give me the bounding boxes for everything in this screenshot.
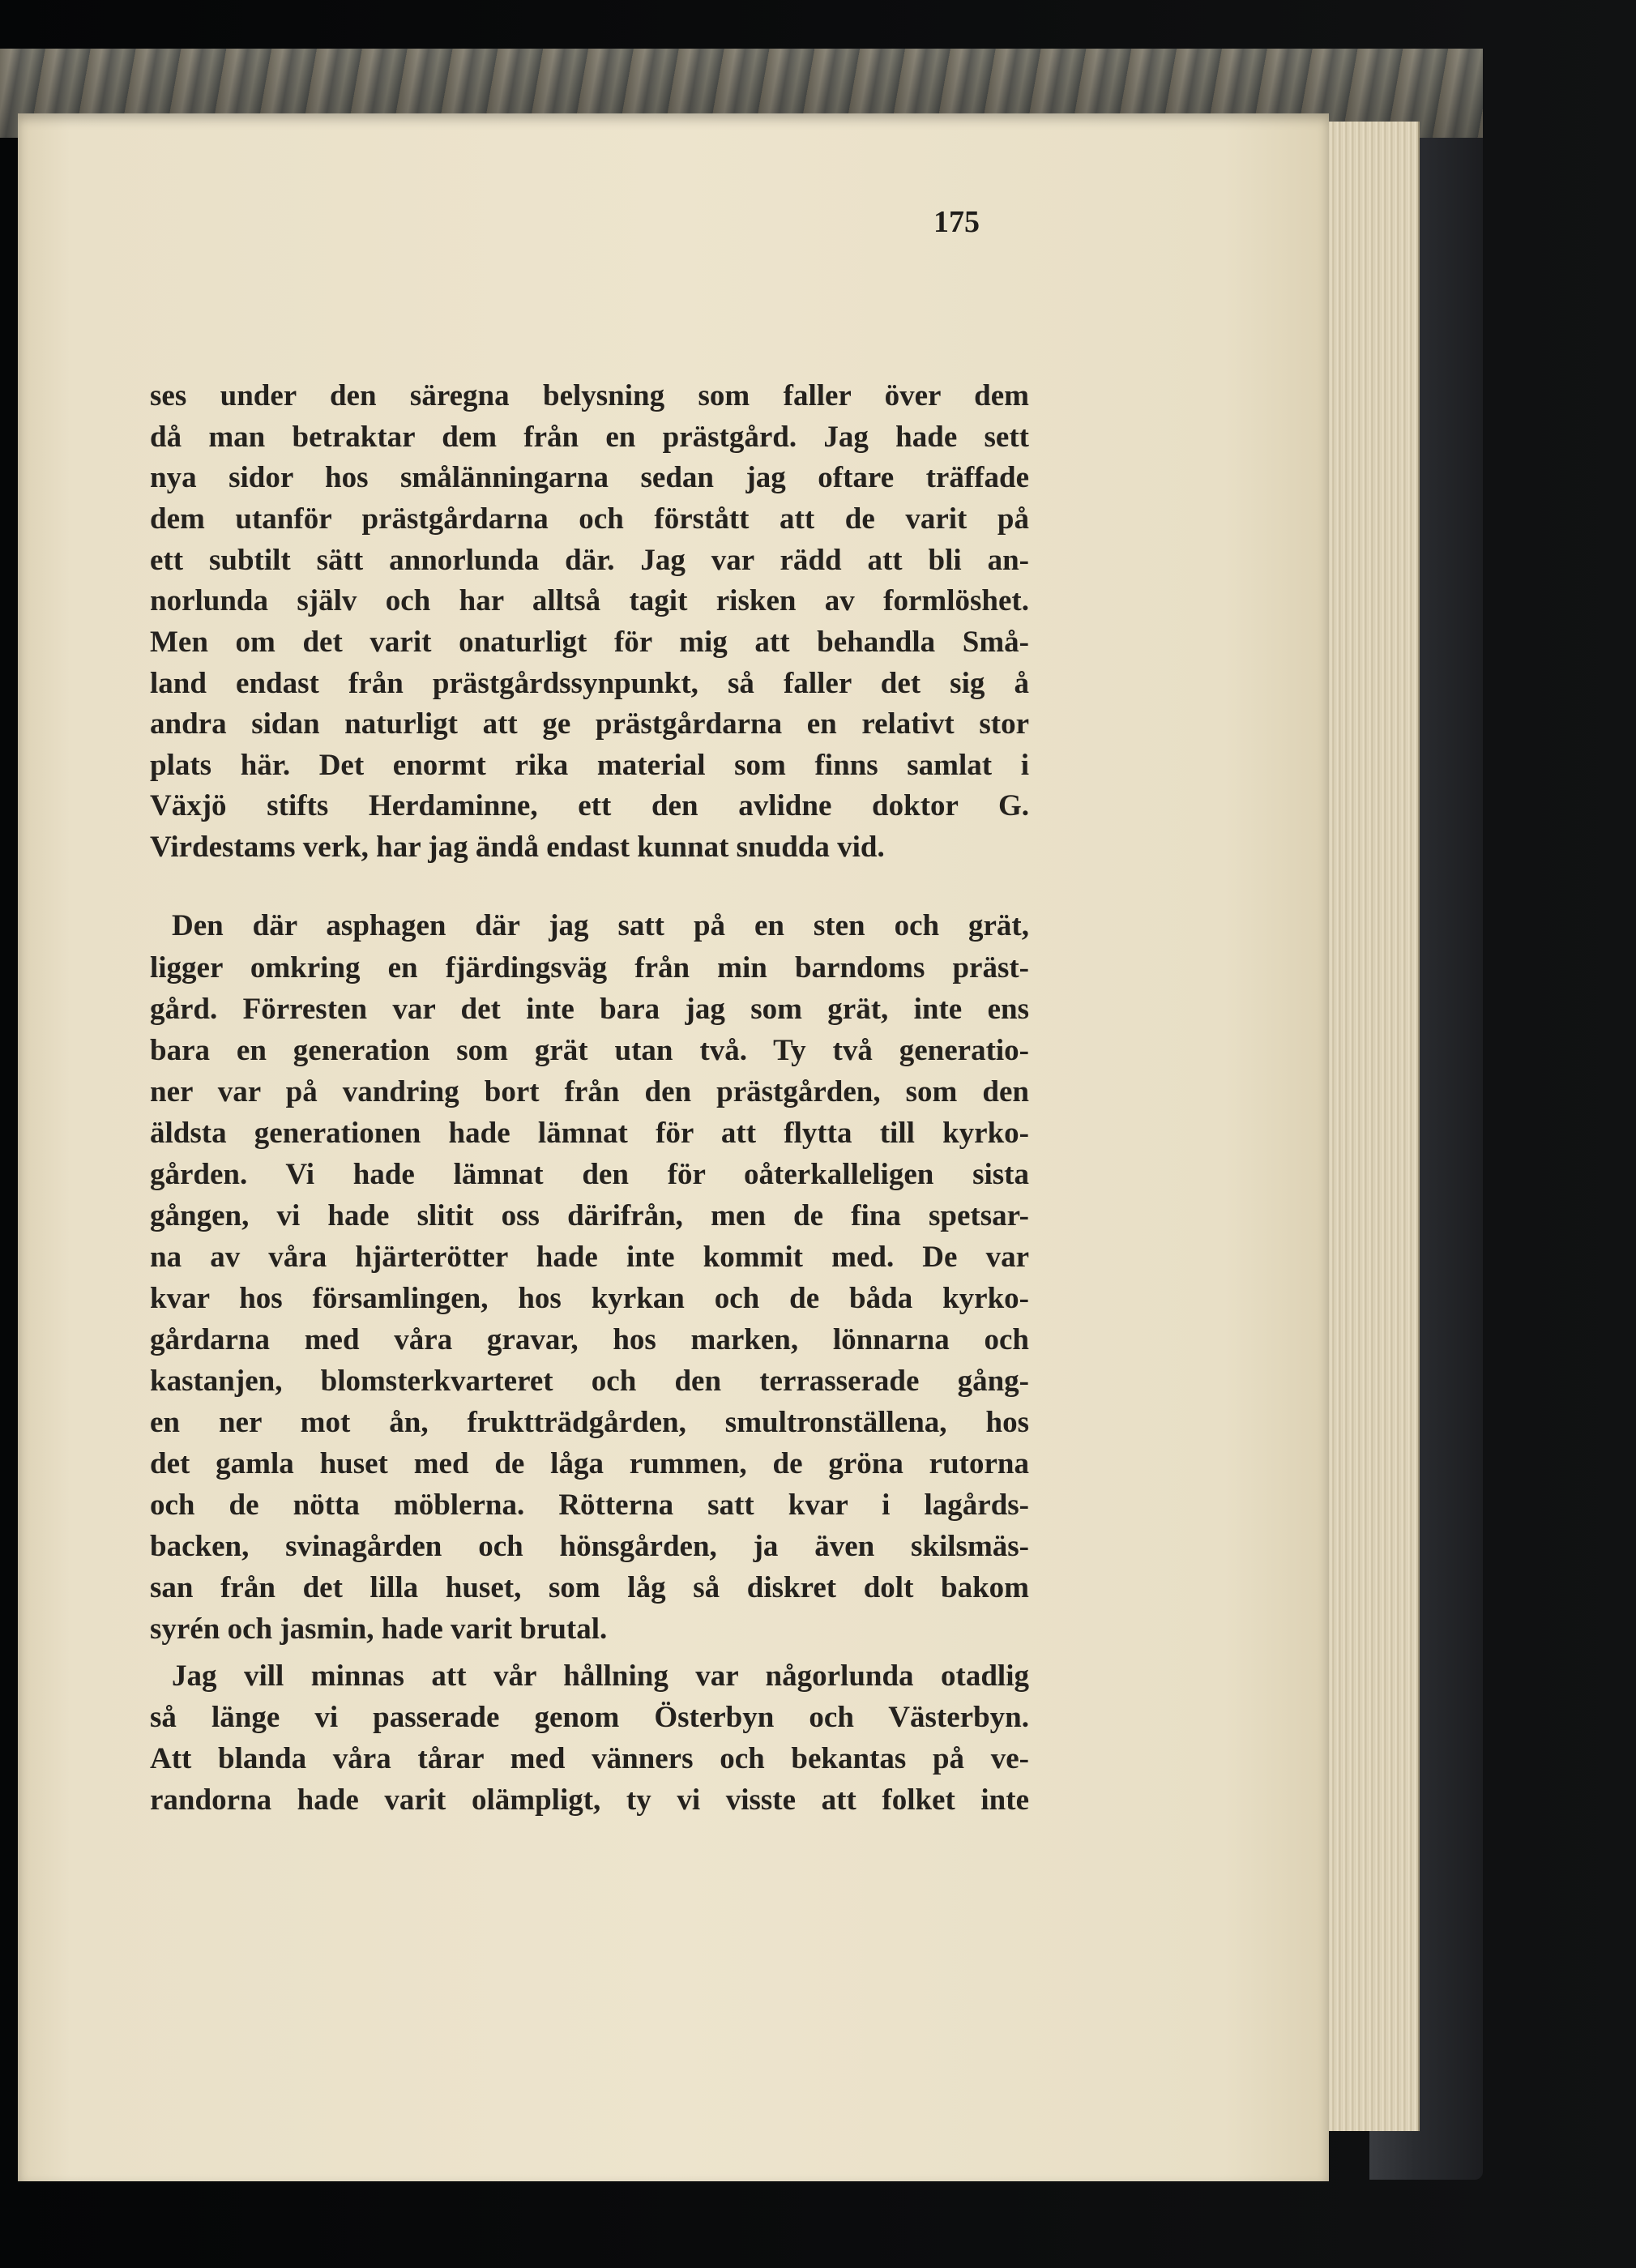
text-line: Men om det varit onaturligt för mig att behandla Små- — [150, 626, 1029, 659]
text-line: gårdarna med våra gravar, hos marken, lönnarna och — [150, 1323, 1029, 1356]
text-line: gården. Vi hade lämnat den för oåterkalleligen sista — [150, 1158, 1029, 1191]
text-line: dem utanför prästgårdarna och förstått att de varit på — [150, 502, 1029, 536]
text-line: Att blanda våra tårar med vänners och bekantas på ve- — [150, 1742, 1029, 1775]
text-line: gången, vi hade slitit oss därifrån, men de fina spetsar- — [150, 1199, 1029, 1232]
page-number: 175 — [933, 205, 980, 239]
text-line: syrén och jasmin, hade varit brutal. — [150, 1612, 608, 1646]
text-line: ses under den säregna belysning som faller över dem — [150, 379, 1029, 412]
text-line: andra sidan naturligt att ge prästgårdarna en relativt stor — [150, 707, 1029, 741]
text-line: randorna hade varit olämpligt, ty vi visste att folket inte — [150, 1783, 1029, 1817]
text-line: då man betraktar dem från en prästgård. Jag hade sett — [150, 421, 1029, 454]
text-line: en ner mot ån, fruktträdgården, smultronställena, hos — [150, 1406, 1029, 1439]
text-line: så länge vi passerade genom Österbyn och Västerbyn. — [150, 1701, 1029, 1734]
text-line: norlunda själv och har alltså tagit risken av formlöshet. — [150, 584, 1029, 617]
text-line: san från det lilla huset, som låg så diskret dolt bakom — [150, 1571, 1029, 1604]
text-line: kastanjen, blomsterkvarteret och den terrasserade gång- — [150, 1365, 1029, 1398]
text-line: land endast från prästgårdssynpunkt, så faller det sig å — [150, 667, 1029, 700]
text-line: nya sidor hos smålänningarna sedan jag oftare träffade — [150, 461, 1029, 494]
text-line: backen, svinagården och hönsgården, ja även skilsmäs- — [150, 1530, 1029, 1563]
text-line: ner var på vandring bort från den prästgården, som den — [150, 1075, 1029, 1108]
text-line: Växjö stifts Herdaminne, ett den avlidne doktor G. — [150, 789, 1029, 822]
text-line: äldsta generationen hade lämnat för att flytta till kyrko- — [150, 1117, 1029, 1150]
text-line: Virdestams verk, har jag ändå endast kunnat snudda vid. — [150, 831, 885, 864]
text-line: och de nötta möblerna. Rötterna satt kvar i lagårds- — [150, 1489, 1029, 1522]
text-line: ligger omkring en fjärdingsväg från min barndoms präst- — [150, 951, 1029, 985]
text-line: det gamla huset med de låga rummen, de gröna rutorna — [150, 1447, 1029, 1480]
text-line: ett subtilt sätt annorlunda där. Jag var rädd att bli an- — [150, 544, 1029, 577]
text-line: kvar hos församlingen, hos kyrkan och de båda kyrko- — [150, 1282, 1029, 1315]
text-line: na av våra hjärterötter hade inte kommit med. De var — [150, 1241, 1029, 1274]
text-line: bara en generation som grät utan två. Ty två generatio- — [150, 1034, 1029, 1067]
text-line: plats här. Det enormt rika material som finns samlat i — [150, 749, 1029, 782]
text-line: Jag vill minnas att vår hållning var någorlunda otadlig — [172, 1659, 1029, 1693]
text-line: Den där asphagen där jag satt på en sten och grät, — [172, 909, 1029, 942]
text-line: gård. Förresten var det inte bara jag som grät, inte ens — [150, 993, 1029, 1026]
